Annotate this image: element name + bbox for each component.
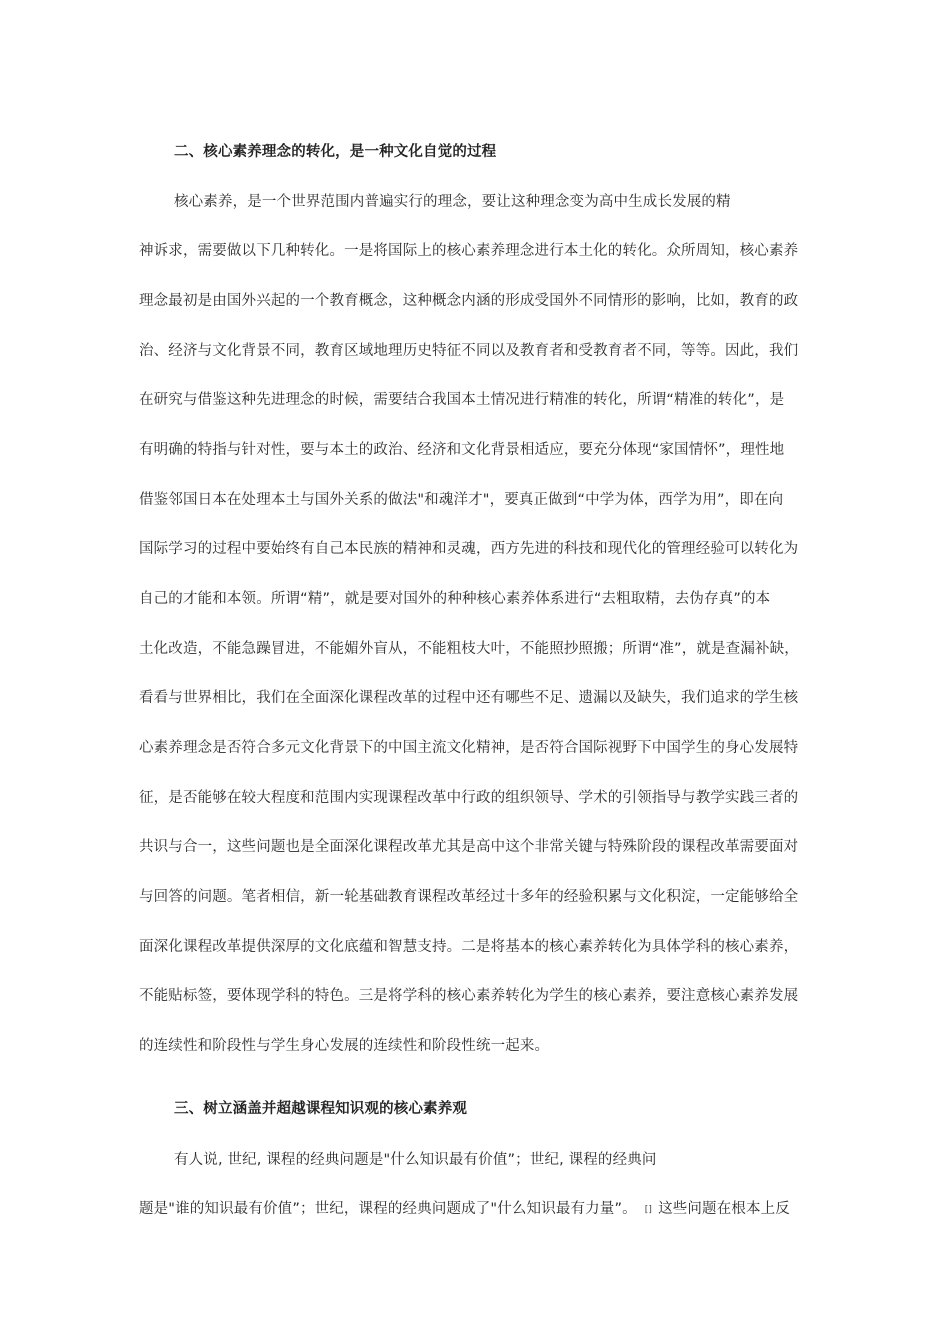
section-heading-2: 二、核心素养理念的转化，是一种文化自觉的过程 bbox=[174, 144, 497, 160]
section-heading-3: 三、树立涵盖并超越课程知识观的核心素养观 bbox=[174, 1101, 467, 1117]
citation-ref-mark[interactable]: [] bbox=[644, 1205, 653, 1215]
paragraph-line: 核心素养，是一个世界范围内普遍实行的理念，要让这种理念变为高中生成长发展的精 bbox=[174, 194, 731, 210]
paragraph-line: 征，是否能够在较大程度和范围内实现课程改革中行政的组织领导、学术的引领指导与教学实践三者的 bbox=[139, 790, 799, 806]
paragraph-line: 面深化课程改革提供深厚的文化底蕴和智慧支持。二是将基本的核心素养转化为具体学科的核心素养， bbox=[139, 939, 799, 955]
paragraph-line: 不能贴标签，要体现学科的特色。三是将学科的核心素养转化为学生的核心素养，要注意核心素养发展 bbox=[139, 988, 799, 1004]
paragraph-line-with-ref bbox=[139, 1199, 819, 1220]
paragraph-line: 有人说, 世纪, 课程的经典问题是"什么知识最有价值”；世纪, 课程的经典问 bbox=[174, 1152, 657, 1168]
paragraph-line: 看看与世界相比，我们在全面深化课程改革的过程中还有哪些不足、遗漏以及缺失，我们追求的学生核 bbox=[139, 690, 799, 706]
paragraph-line: 有明确的特指与针对性，要与本土的政治、经济和文化背景相适应，要充分体现“家国情怀”，理性地 bbox=[139, 442, 785, 458]
paragraph-line: 共识与合一，这些问题也是全面深化课程改革尤其是高中这个非常关键与特殊阶段的课程改革需要面对 bbox=[139, 839, 799, 855]
paragraph-line: 理念最初是由国外兴起的一个教育概念，这种概念内涵的形成受国外不同情形的影响，比如，教育的政 bbox=[139, 293, 799, 309]
paragraph-line: 与回答的问题。笔者相信，新一轮基础教育课程改革经过十多年的经验积累与文化积淀，一定能够给全 bbox=[139, 889, 799, 905]
paragraph-line: 在研究与借鉴这种先进理念的时候，需要结合我国本土情况进行精准的转化，所谓“精准的转化”，是 bbox=[139, 392, 785, 408]
paragraph-line: 神诉求，需要做以下几种转化。一是将国际上的核心素养理念进行本土化的转化。众所周知，核心素养 bbox=[139, 243, 799, 259]
paragraph-line: 国际学习的过程中要始终有自己本民族的精神和灵魂，西方先进的科技和现代化的管理经验可以转化为 bbox=[139, 541, 799, 557]
paragraph-text: 这些问题在根本上反 bbox=[658, 1201, 790, 1217]
paragraph-line: 自己的才能和本领。所谓“精”，就是要对国外的种种核心素养体系进行“去粗取精，去伪存真”的本 bbox=[139, 591, 771, 607]
paragraph-line: 借鉴邻国日本在处理本土与国外关系的做法"和魂洋才"，要真正做到“中学为体，西学为用”，即在向 bbox=[139, 492, 784, 508]
paragraph-line: 治、经济与文化背景不同，教育区域地理历史特征不同以及教育者和受教育者不同，等等。因此，我们 bbox=[139, 343, 799, 359]
paragraph-line: 土化改造，不能急躁冒进，不能媚外盲从，不能粗枝大叶，不能照抄照搬；所谓“准”，就是查漏补缺， bbox=[139, 641, 799, 657]
paragraph-line: 心素养理念是否符合多元文化背景下的中国主流文化精神，是否符合国际视野下中国学生的身心发展特 bbox=[139, 740, 799, 756]
paragraph-text: 题是"谁的知识最有价值”；世纪，课程的经典问题成了"什么知识最有力量”。 bbox=[139, 1201, 637, 1217]
paragraph-line: 的连续性和阶段性与学生身心发展的连续性和阶段性统一起来。 bbox=[139, 1038, 550, 1054]
